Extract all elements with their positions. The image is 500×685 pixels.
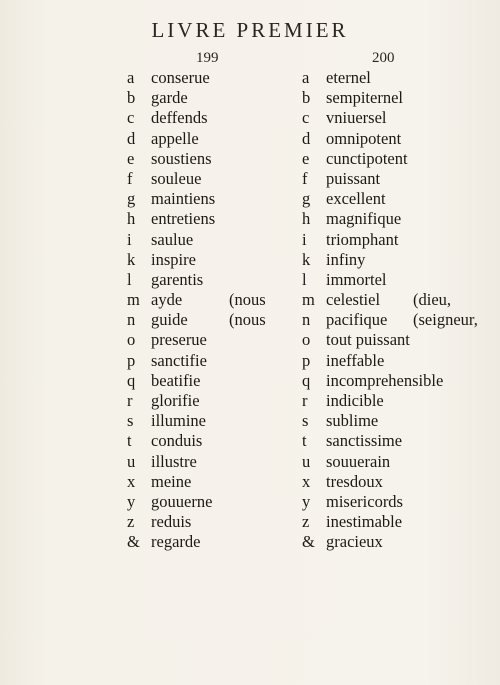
item-word: omnipotent <box>326 128 402 148</box>
item-letter: b <box>302 88 311 108</box>
item-letter: p <box>302 350 311 370</box>
item-word: guide <box>151 310 188 330</box>
list-item <box>127 391 302 411</box>
list-item <box>302 371 492 391</box>
item-letter: r <box>127 391 133 410</box>
list-item <box>302 88 492 108</box>
item-word: garentis <box>151 269 204 289</box>
item-word: eternel <box>326 68 371 87</box>
item-word: regarde <box>151 532 201 552</box>
list-item <box>127 108 302 128</box>
right-word-list <box>302 68 492 553</box>
list-item <box>127 532 302 552</box>
list-item <box>302 391 492 411</box>
item-word: tout puissant <box>326 330 410 350</box>
list-item <box>302 492 492 512</box>
list-item <box>127 189 302 209</box>
item-letter: m <box>127 290 140 310</box>
list-item <box>302 209 492 229</box>
item-word: preserue <box>151 330 207 350</box>
list-item <box>127 452 302 472</box>
list-item <box>302 351 492 371</box>
item-letter: y <box>302 491 311 511</box>
item-word: sempiternel <box>326 88 403 108</box>
item-letter: o <box>127 330 136 350</box>
item-letter: z <box>302 512 310 532</box>
list-item <box>127 169 302 189</box>
item-word: cunctipotent <box>326 148 408 168</box>
list-item <box>302 68 492 88</box>
item-letter: i <box>302 229 307 249</box>
item-letter: f <box>302 168 308 188</box>
item-word: glorifie <box>151 391 200 410</box>
item-word: illustre <box>151 451 197 471</box>
item-letter: u <box>127 451 136 471</box>
list-item <box>127 270 302 290</box>
item-word: puissant <box>326 168 381 188</box>
item-letter: k <box>302 249 311 269</box>
list-item <box>127 472 302 492</box>
list-item <box>302 411 492 431</box>
list-item <box>302 270 492 290</box>
item-letter: q <box>127 370 136 390</box>
list-item <box>302 512 492 532</box>
list-item <box>127 371 302 391</box>
item-letter: b <box>127 88 136 108</box>
item-word: souleue <box>151 168 202 188</box>
list-item <box>302 290 492 310</box>
list-item <box>302 169 492 189</box>
item-word: garde <box>151 88 188 108</box>
list-item <box>127 250 302 270</box>
item-word: misericords <box>326 491 403 511</box>
item-word: deffends <box>151 108 208 128</box>
item-letter: p <box>127 350 136 370</box>
list-item <box>127 68 302 88</box>
list-item <box>302 230 492 250</box>
item-letter: x <box>302 471 311 491</box>
item-word: conserue <box>151 68 210 87</box>
item-note: (nous <box>229 290 266 310</box>
item-word: immortel <box>326 269 387 289</box>
item-word: incomprehensible <box>326 370 444 390</box>
list-item <box>127 88 302 108</box>
list-item <box>302 431 492 451</box>
item-letter: g <box>302 189 311 209</box>
item-letter: f <box>127 168 133 188</box>
item-note: (dieu, <box>413 290 452 310</box>
item-letter: z <box>127 512 135 532</box>
list-item <box>127 351 302 371</box>
item-word: maintiens <box>151 189 216 209</box>
list-item <box>127 330 302 350</box>
item-letter: n <box>127 310 136 330</box>
item-letter: e <box>127 148 135 168</box>
item-word: vniuersel <box>326 108 387 128</box>
list-item <box>302 310 492 330</box>
item-word: sanctifie <box>151 350 207 370</box>
list-item <box>302 532 492 552</box>
list-item <box>127 310 302 330</box>
item-letter: x <box>127 471 136 491</box>
item-word: illumine <box>151 411 206 431</box>
item-word: ineffable <box>326 350 385 370</box>
item-letter: t <box>127 431 132 451</box>
item-letter: q <box>302 370 311 390</box>
item-letter: u <box>302 451 311 471</box>
list-item <box>127 290 302 310</box>
item-letter: i <box>127 229 132 249</box>
item-letter: & <box>127 532 140 552</box>
item-word: celestiel <box>326 290 381 310</box>
list-item <box>127 129 302 149</box>
item-word: soustiens <box>151 148 212 168</box>
item-letter: n <box>302 310 311 330</box>
list-item <box>127 230 302 250</box>
item-letter: y <box>127 491 136 511</box>
item-word: sanctissime <box>326 431 403 451</box>
list-item <box>302 250 492 270</box>
item-letter: h <box>127 209 136 229</box>
running-header: LIVRE PREMIER <box>151 18 349 42</box>
list-item <box>302 189 492 209</box>
item-word: conduis <box>151 431 203 451</box>
item-letter: d <box>302 128 311 148</box>
item-word: meine <box>151 471 192 491</box>
list-item <box>302 149 492 169</box>
right-page-number: 200 <box>372 50 395 66</box>
item-word: infiny <box>326 249 366 269</box>
item-letter: a <box>302 68 310 87</box>
list-item <box>127 149 302 169</box>
item-letter: s <box>127 411 134 431</box>
item-word: entretiens <box>151 209 216 229</box>
item-note: (seigneur, <box>413 310 478 330</box>
list-item <box>302 472 492 492</box>
item-word: triomphant <box>326 229 399 249</box>
item-note: (nous <box>229 310 266 330</box>
item-word: indicible <box>326 391 384 410</box>
item-word: excellent <box>326 189 386 209</box>
item-letter: m <box>302 290 315 310</box>
item-letter: r <box>302 391 308 410</box>
item-word: tresdoux <box>326 471 383 491</box>
item-word: sublime <box>326 411 379 431</box>
list-item <box>127 431 302 451</box>
item-letter: s <box>302 411 309 431</box>
item-word: gouuerne <box>151 491 213 511</box>
item-word: inestimable <box>326 512 403 532</box>
list-item <box>302 108 492 128</box>
item-letter: h <box>302 209 311 229</box>
item-word: magnifique <box>326 209 402 229</box>
item-word: saulue <box>151 229 194 249</box>
item-letter: c <box>302 108 310 128</box>
list-item <box>302 129 492 149</box>
item-letter: a <box>127 68 135 87</box>
list-item <box>127 411 302 431</box>
item-letter: & <box>302 532 315 552</box>
item-letter: o <box>302 330 311 350</box>
list-item <box>302 452 492 472</box>
item-word: inspire <box>151 249 196 269</box>
item-word: souuerain <box>326 451 391 471</box>
item-word: pacifique <box>326 310 388 330</box>
item-word: gracieux <box>326 532 383 552</box>
list-item <box>127 512 302 532</box>
list-item <box>127 209 302 229</box>
item-word: appelle <box>151 128 199 148</box>
item-word: ayde <box>151 290 183 310</box>
item-letter: t <box>302 431 307 451</box>
item-word: beatifie <box>151 370 201 390</box>
item-letter: k <box>127 249 136 269</box>
left-word-list <box>127 68 302 553</box>
item-letter: l <box>127 269 132 289</box>
item-letter: c <box>127 108 135 128</box>
list-item <box>302 330 492 350</box>
list-item <box>127 492 302 512</box>
item-letter: l <box>302 269 307 289</box>
item-letter: g <box>127 189 136 209</box>
item-letter: d <box>127 128 136 148</box>
item-word: reduis <box>151 512 192 532</box>
item-letter: e <box>302 148 310 168</box>
left-page-number: 199 <box>196 50 219 66</box>
